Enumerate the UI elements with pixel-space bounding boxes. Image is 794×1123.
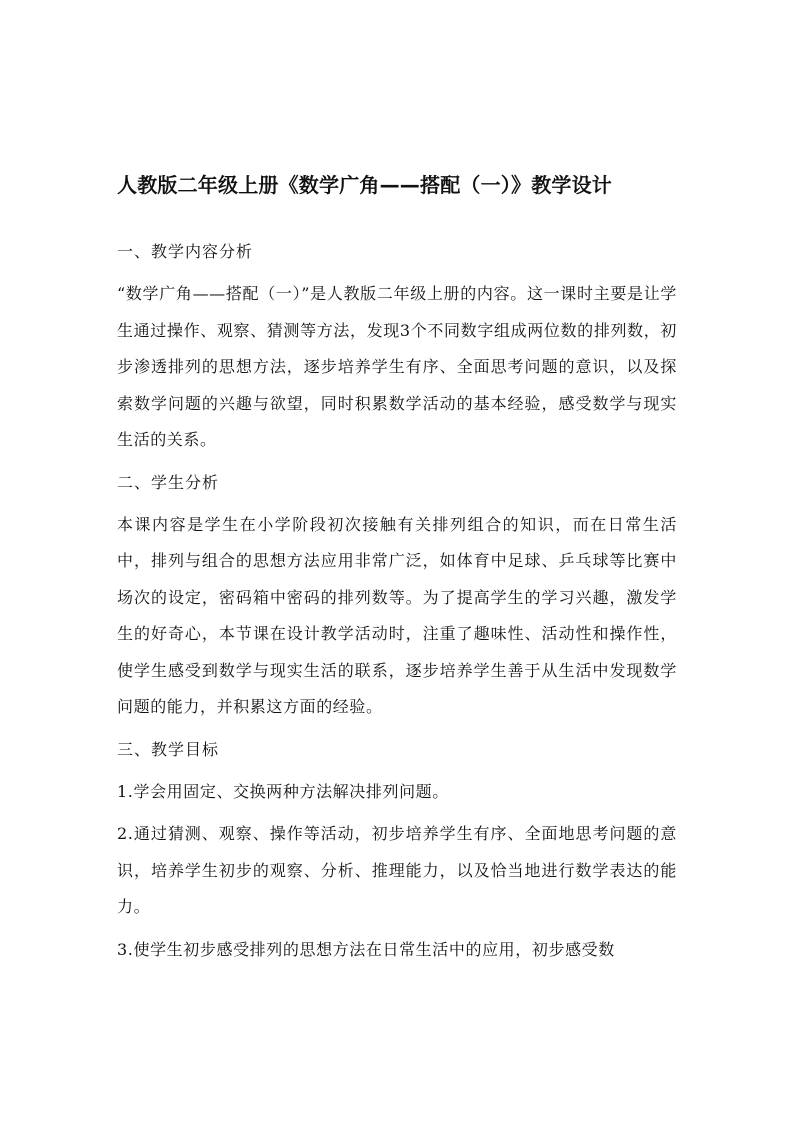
teaching-goal-3: 3.使学生初步感受排列的思想方法在日常生活中的应用，初步感受数 [117, 939, 615, 959]
section-heading-student-analysis: 二、学生分析 [117, 472, 220, 492]
teaching-goal-2: 2.通过猜测、观察、操作等活动，初步培养学生有序、全面地思考问题的意识，培养学生初步的观察、分析、推理能力，以及恰当地进行数学表达的能力。 [117, 824, 677, 916]
document-title: 人教版二年级上册《数学广角——搭配（一）》教学设计 [117, 173, 612, 197]
section-heading-teaching-goals: 三、教学目标 [117, 739, 220, 759]
student-analysis-paragraph: 本课内容是学生在小学阶段初次接触有关排列组合的知识，而在日常生活中，排列与组合的思想方法应用非常广泛，如体育中足球、乒乓球等比赛中场次的设定，密码箱中密码的排列数等。为了提高学生的学习兴趣，激发学生的好奇心，本节课在设计教学活动时，注重了趣味性、活动性和操作性，使学生感受到数学与现实生活的联系，逐步培养学生善于从生活中发现数学问题的能力，并积累这方面的经验。 [117, 514, 677, 716]
document-body [117, 170, 677, 974]
section-student-analysis [117, 465, 677, 726]
content-analysis-paragraph: “数学广角——搭配（一）”是人教版二年级上册的内容。这一课时主要是让学生通过操作、观察、猜测等方法，发现3个不同数字组成两位数的排列数，初步渗透排列的思想方法，逐步培养学生有序、全面思考问题的意识，以及探索数学问题的兴趣与欲望，同时积累数学活动的基本经验，感受数学与现实生活的关系。 [117, 284, 677, 449]
teaching-goal-1: 1.学会用固定、交换两种方法解决排列问题。 [117, 781, 449, 801]
section-content-analysis [117, 234, 677, 459]
section-teaching-goals [117, 732, 677, 969]
section-heading-content-analysis: 一、教学内容分析 [117, 242, 254, 261]
